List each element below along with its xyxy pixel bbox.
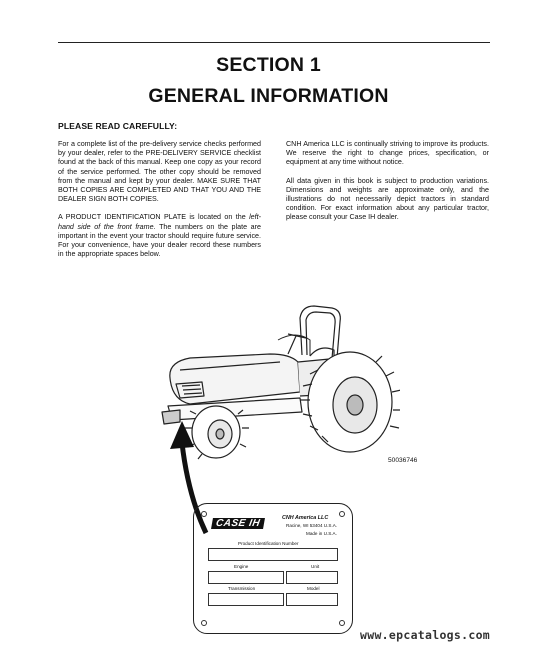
plate-made-in: Made in U.S.A. (306, 531, 337, 536)
engine-label: Engine (234, 564, 249, 569)
improvement-paragraph: CNH America LLC is continually striving to improve its products. We reserve the right to change prices, specification, or equipment at any time without notice. (286, 140, 489, 167)
plate-text-start: A PRODUCT IDENTIFICATION PLATE is located on the (58, 213, 250, 222)
read-carefully-heading: PLEASE READ CAREFULLY: (58, 121, 178, 131)
page-title: GENERAL INFORMATION (148, 85, 389, 107)
plate-address: Racine, WI 53404 U.S.A. (286, 523, 338, 528)
left-column (58, 140, 261, 268)
model-label: Model (307, 586, 320, 591)
pin-label: Product Identification Number (238, 541, 299, 546)
model-field (286, 593, 338, 606)
footer-url[interactable]: www.epcatalogs.com (360, 628, 491, 642)
transmission-label: Transmission (228, 586, 256, 591)
plate-screw-icon (201, 620, 207, 626)
plate-screw-icon (201, 511, 207, 517)
pin-field (208, 548, 338, 561)
unit-label: Unit (311, 564, 320, 569)
transmission-field (208, 593, 284, 606)
data-variation-paragraph: All data given in this book is subject to production variations. Dimensions and weights are approximate only, and the illustrations do not necessarily depict tractors in standard condition. For exact information about any particular tractor, please consult your Case IH dealer. (286, 176, 489, 222)
plate-screw-icon (339, 620, 345, 626)
top-rule (58, 42, 490, 43)
section-number: SECTION 1 (216, 54, 321, 76)
identification-plate-paragraph (58, 213, 261, 259)
plate-screw-icon (339, 511, 345, 517)
figure-id: 50036746 (388, 457, 418, 464)
product-identification-plate (193, 503, 353, 634)
engine-field (208, 571, 284, 584)
plate-company: CNH America LLC (282, 515, 329, 521)
predelivery-paragraph: For a complete list of the pre-delivery service checks performed by your dealer, refer to the PRE-DELIVERY SERVICE checklist found at the back of this manual. Keep one copy as your record of the service performed. The other copy should be removed from the manual and kept by your dealer. MAKE SURE THAT BOTH COPIES ARE COMPLETED AND THAT YOU AND THE DEALER SIGN BOTH COPIES. (58, 140, 261, 204)
right-column (286, 140, 489, 232)
plate-text-end: . The numbers on the plate are important in the event your tractor should require future service. For your convenience, have your dealer record these numbers in the appropriate spaces below. (58, 222, 261, 259)
plate-location-emphasis: left-hand side of the front frame (58, 213, 261, 231)
case-ih-logo: CASE IH (211, 518, 265, 529)
unit-field (286, 571, 338, 584)
